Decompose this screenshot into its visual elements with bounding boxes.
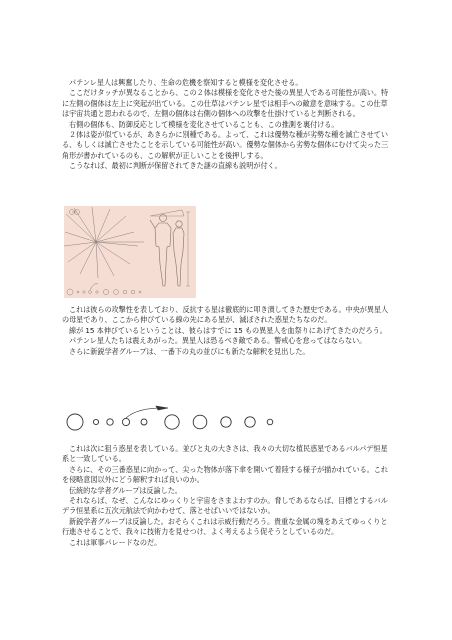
planet-row-figure [66,404,302,432]
paragraph: ２体は姿が似ているが、あきらかに別種である。よって、これは優勢な種が劣勢な種を滅亡させている、もしくは滅亡させたことを示している可能性が高い。優勢な個体から劣勢な個体にむけて尖った三角形が書かれているのも、この解釈が正しいことを後押しする。 [62,130,389,160]
paragraph: これは彼らの攻撃性を表しており、反抗する星は徹底的に叩き潰してきた歴史である。中央が異星人の母星であり、ここから伸びている線の先にある星が、滅ぼされた惑星たちなのだ。 [62,305,389,325]
paragraph: こうなれば、最初に判断が保留されてきた謎の直線も説明が付く。 [69,161,282,171]
pioneer-plaque-figure [64,206,196,298]
planet-row-illustration [66,404,302,432]
text-block-2 [62,305,394,357]
paragraph: さらに、その三番惑星に向かって、尖った物体が落下傘を開いて着陸する様子が描かれている。これを侵略意図以外にどう解釈すれば良いのか。 [62,464,388,485]
paragraph: さらに新鋭学者グループは、一番下の丸の並びにも新たな解釈を見出した。 [69,346,310,356]
plaque-illustration [64,206,196,298]
text-block-1 [62,78,394,172]
paragraph: パテンレ星人たちは震えあがった。異星人は恐るべき敵である。警戒心を怠ってはならない。 [69,336,367,346]
paragraph: 右側の個体も、防御反応として模様を変化させていることも、この推測を裏付ける。 [69,119,339,129]
paragraph: パテンレ星人は興奮したり、生命の危機を察知すると模様を変化させる。 [69,78,303,87]
paragraph: これは軍事パレードなのだ。 [69,537,162,547]
paragraph: 伝統的な学者グループは反論した。 [69,485,182,495]
text-block-3 [62,444,394,548]
paragraph: これは次に狙う惑星を表している。並びと丸の大きさは、我々の大切な植民惑星であるバルパデ恒星系と一致している。 [62,444,388,464]
paragraph: 新鋭学者グループは反論した。おそらくこれは示威行動だろう。貴重な金属の塊をあえてゆっくりと行進させることで、我々に技術力を見せつけ、よく考えるよう促そうとしているのだ。 [62,516,388,537]
paragraph: それならば、なぜ、こんなにゆっくりと宇宙をさまよわすのか。脅しであるならば、目標とするバルデラ恒星系に五次元航法で向かわせて、落とせばいいではないか。 [62,496,388,516]
paragraph: ここだけタッチが異なることから、この２体は模様を変化させた後の異星人である可能性が高い。特に左側の個体は左上に突起が出ている。この仕草はパテンレ星では相手への敵意を意味する。この仕草は宇宙共通と思われるので、左側の個体は右側の個体への攻撃を仕掛けていると判断される。 [62,88,389,119]
paragraph: 線が 15 本伸びているということは、彼らはすでに 15 もの異星人を血祭りにあげてきたのだろう。 [69,325,387,335]
